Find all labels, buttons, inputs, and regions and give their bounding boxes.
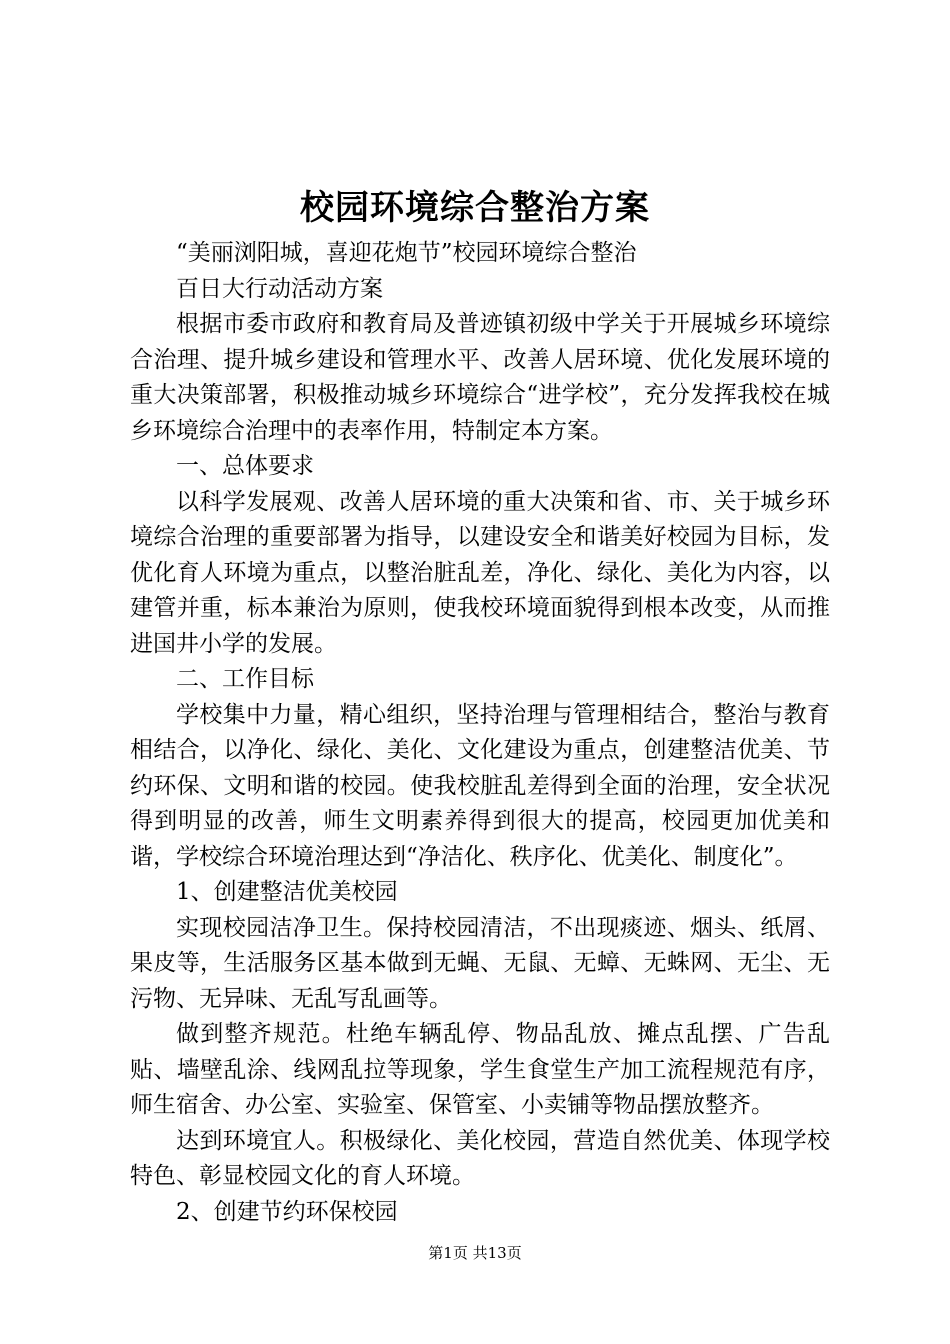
work-goals-paragraph: 学校集中力量，精心组织，坚持治理与管理相结合，整治与教育相结合，以净化、绿化、美化、文化建设为重点，创建整洁优美、节约环保、文明和谐的校园。使我校脏乱差得到全面的治理，安全状况得到明显的改善，师生文明素养得到很大的提高，校园更加优美和谐，学校综合环境治理达到“净洁化、秩序化、优美化、制度化”。 bbox=[130, 701, 830, 870]
subtitle-line-2: 百日大行动活动方案 bbox=[176, 275, 383, 302]
tidy-standard-paragraph: 做到整齐规范。杜绝车辆乱停、物品乱放、摊点乱摆、广告乱贴、墙壁乱涂、线网乱拉等现象，学生食堂生产加工流程规范有序，师生宿舍、办公室、实验室、保管室、小卖铺等物品摆放整齐。 bbox=[130, 1021, 830, 1118]
pleasant-environment-paragraph: 达到环境宜人。积极绿化、美化校园，营造自然优美、体现学校特色、彰显校园文化的育人环境。 bbox=[130, 1127, 830, 1189]
document-body bbox=[130, 236, 830, 1230]
section-heading-general-requirements: 一、总体要求 bbox=[176, 453, 314, 479]
subsection-heading-clean-campus: 1、创建整洁优美校园 bbox=[176, 879, 398, 905]
general-requirements-paragraph: 以科学发展观、改善人居环境的重大决策和省、市、关于城乡环境综合治理的重要部署为指导，以建设安全和谐美好校园为目标，发优化育人环境为重点，以整治脏乱差，净化、绿化、美化为内容，以建管并重，标本兼治为原则，使我校环境面貌得到根本改变，从而推进国井小学的发展。 bbox=[130, 488, 830, 657]
clean-campus-paragraph: 实现校园洁净卫生。保持校园清洁，不出现痰迹、烟头、纸屑、果皮等，生活服务区基本做到无蝇、无鼠、无蟑、无蛛网、无尘、无污物、无异味、无乱写乱画等。 bbox=[130, 914, 830, 1012]
subsection-heading-eco-campus: 2、创建节约环保校园 bbox=[176, 1198, 398, 1225]
subtitle-line-1: “美丽浏阳城，喜迎花炮节”校园环境综合整治 bbox=[176, 240, 637, 266]
document-title: 校园环境综合整治方案 bbox=[300, 188, 650, 228]
page-number-footer: 第1页 共13页 bbox=[428, 1244, 522, 1262]
section-heading-work-goals: 二、工作目标 bbox=[176, 666, 314, 692]
intro-paragraph: 根据市委市政府和教育局及普迹镇初级中学关于开展城乡环境综合治理、提升城乡建设和管理水平、改善人居环境、优化发展环境的重大决策部署，积极推动城乡环境综合“进学校”，充分发挥我校在城乡环境综合治理中的表率作用，特制定本方案。 bbox=[130, 311, 830, 444]
